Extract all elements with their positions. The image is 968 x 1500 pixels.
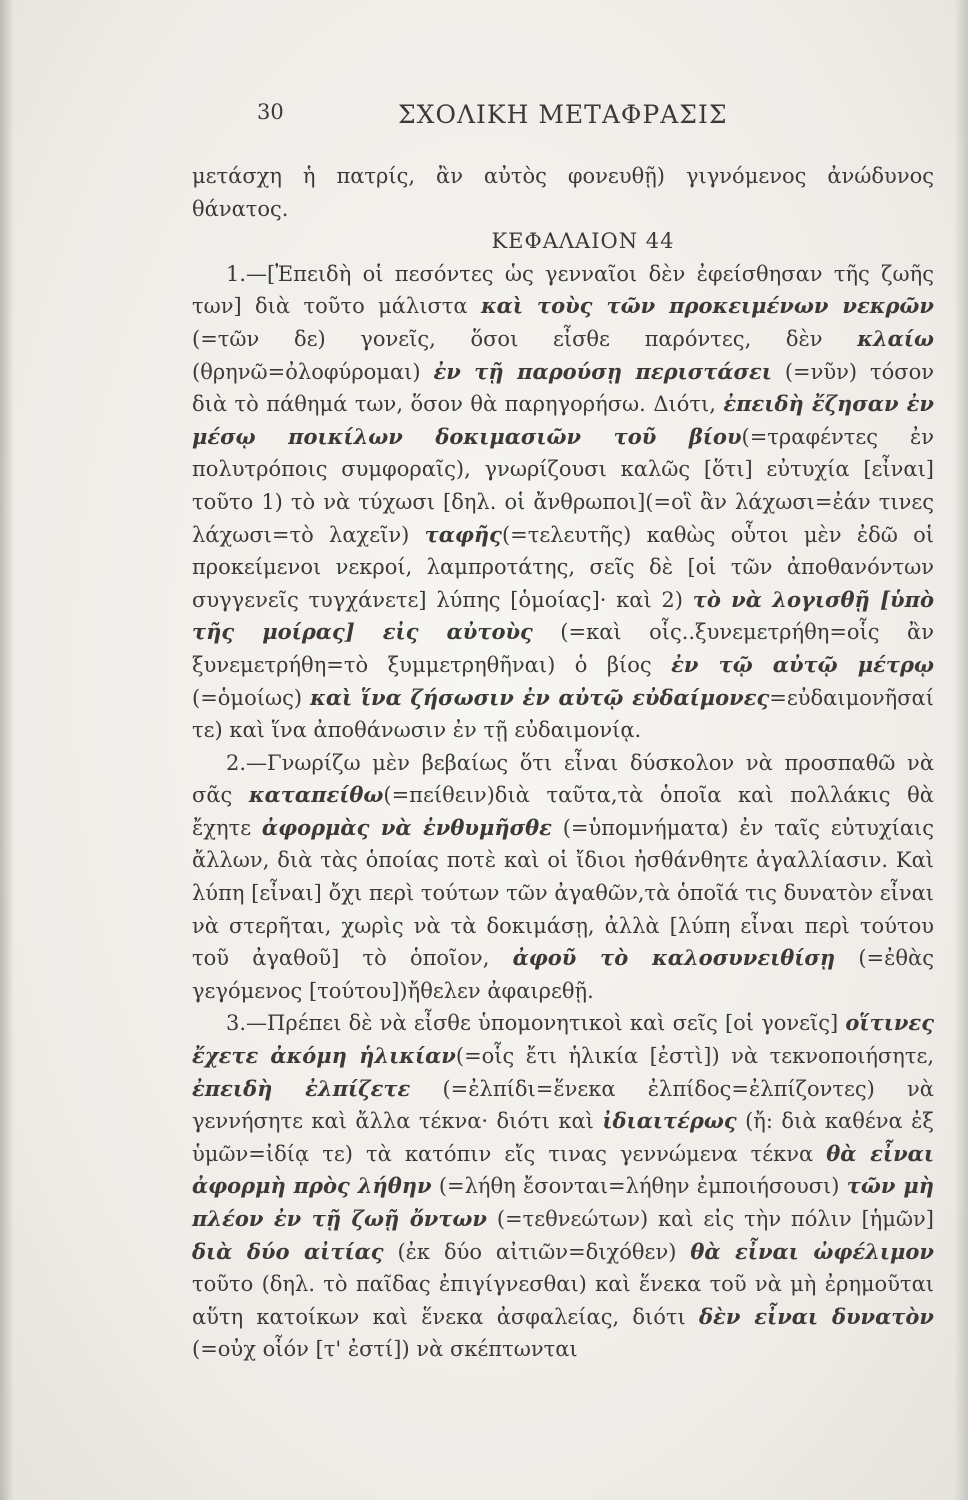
text-run: (=ὑπομνήματα) ἐν ταῖς εὐτυχίαις ἄλλων, διὰ τὰς ὁποίας ποτὲ καὶ οἱ ἴδιοι ἠσθάνθητε ἀγαλλίασιν. Καὶ λύπη [εἶναι] ὄχι περὶ τούτων τῶν ἀγαθῶν,τὰ ὁποῖά τις δυνατὸν εἶναι νὰ στερῆται, χωρὶς νὰ τὰ δοκιμάσῃ, ἀλλὰ [λύπη εἶναι περὶ τούτου τοῦ ἀγαθοῦ] τὸ ὁποῖον, xyxy=(192,815,935,971)
emphasized-phrase: ἀφοῦ τὸ καλοσυνειθίσῃ xyxy=(512,945,836,971)
paragraph-2 xyxy=(192,747,934,1008)
text-run: (=οἷς ἔτι ἡλικία [ἐστὶ]) νὰ τεκνοποιήσητε, xyxy=(455,1044,934,1069)
emphasized-phrase: καὶ ἵνα ζήσωσιν ἐν αὐτῷ εὐδαίμονες xyxy=(310,684,770,710)
left-page-edge-shadow xyxy=(0,0,14,1500)
emphasized-phrase: κλαίω xyxy=(857,325,934,351)
text-run: (=καὶ οἷς..ξυνεμετρήθη=οἷς ἂν ξυνεμετρήθη=τὸ ξυμμετρηθῆναι) ὁ βίος xyxy=(192,620,934,677)
emphasized-phrase: ἐπειδὴ ἔζησαν ἐν μέσῳ ποικίλων δοκιμασιῶν τοῦ βίου xyxy=(192,391,934,449)
text-run: (θρηνῶ=ὀλοφύρομαι) xyxy=(192,359,434,384)
emphasized-phrase: διὰ δύο αἰτίας xyxy=(192,1238,384,1264)
emphasized-phrase: ἰδιαιτέρως xyxy=(602,1108,737,1134)
continuation-paragraph: μετάσχη ἡ πατρίς, ἂν αὐτὸς φονευθῇ) γιγνόμενος ἀνώδυνος θάνατος. xyxy=(192,164,934,221)
emphasized-phrase: ταφῆς xyxy=(424,521,502,547)
text-run: (ἐκ δύο αἰτιῶν=διχόθεν) xyxy=(383,1239,691,1264)
emphasized-phrase: καὶ τοὺς τῶν προκειμένων νεκρῶν xyxy=(480,293,934,319)
text-run: (=τελευτῆς) καθὼς οὗτοι μὲν ἐδῶ οἱ προκείμενοι νεκροί, λαμπροτάτης, σεῖς δὲ [οἱ τῶν ἀποθανόντων συγγενεῖς τυγχάνετε] λύπης [ὁμοίας]· καὶ 2) xyxy=(192,522,935,612)
text-run: (ἤ: διὰ καθένα ἐξ ὑμῶν=ἰδίᾳ τε) τὰ κατόπιν εἴς τινας γεννώμενα τέκνα xyxy=(192,1109,934,1166)
body-text xyxy=(192,160,934,1366)
text-run: (=τεθνεώτων) καὶ εἰς τὴν πόλιν [ἡμῶν] xyxy=(487,1207,934,1231)
emphasized-phrase: θὰ εἶναι ὠφέλιμον xyxy=(690,1238,934,1264)
text-run: =εὐδαιμονῆσαί τε) καὶ ἵνα ἀποθάνωσιν ἐν τῇ εὐδαιμονίᾳ. xyxy=(192,685,934,743)
right-page-edge-shadow xyxy=(954,0,968,1500)
emphasized-phrase: οἵτινες ἔχετε ἀκόμη ἡλικίαν xyxy=(192,1010,934,1069)
emphasized-phrase: ἐπειδὴ ἐλπίζετε xyxy=(192,1075,411,1101)
text-run: (=τῶν δε) γονεῖς, ὅσοι εἶσθε παρόντες, δὲν xyxy=(192,326,858,351)
emphasized-phrase: δὲν εἶναι δυνατὸν xyxy=(699,1303,934,1329)
page-header xyxy=(0,100,968,140)
emphasized-phrase: τῶν μὴ πλέον ἐν τῇ ζωῇ ὄντων xyxy=(192,1173,934,1231)
paragraph-list xyxy=(192,258,934,1366)
paragraph-3 xyxy=(192,1007,934,1366)
text-run: τοῦτο (δηλ. τὸ παῖδας ἐπιγίγνεσθαι) καὶ ἕνεκα τοῦ νὰ μὴ ἐρημοῦται αὕτη κατοίκων καὶ ἕνεκα ἀσφαλείας, διότι xyxy=(192,1272,934,1329)
paragraph-1 xyxy=(192,258,934,747)
chapter-heading: ΚΕΦΑΛΑΙΟΝ 44 xyxy=(491,229,675,254)
text-run: (=τραφέντες ἐν πολυτρόποις συμφοραῖς), γνωρίζουσι καλῶς [ὅτι] εὐτυχία [εἶναι] τοῦτο 1) τὸ νὰ τύχωσι [δηλ. οἱ ἄνθρωποι](=οἳ ἂν λάχωσι=ἐάν τινες λάχωσι=τὸ λαχεῖν) xyxy=(192,424,934,547)
emphasized-phrase: ἐν τῇ παρούσῃ περιστάσει xyxy=(433,358,772,384)
text-run: (=πείθειν)διὰ ταῦτα,τὰ ὁποῖα καὶ πολλάκις θὰ ἔχητε xyxy=(192,783,934,840)
emphasized-phrase: ἐν τῷ αὐτῷ μέτρῳ xyxy=(671,651,935,677)
emphasized-phrase: θὰ εἶναι ἀφορμὴ πρὸς λήθην xyxy=(192,1140,934,1199)
emphasized-phrase: ἀφορμὰς νὰ ἐνθυμῆσθε xyxy=(261,814,552,840)
emphasized-phrase: τὸ νὰ λογισθῇ [ὑπὸ τῆς μοίρας] εἰς αὐτοὺς xyxy=(192,586,935,645)
text-run: (=ὁμοίως) xyxy=(192,685,311,710)
text-run: 1.—[Ἐπειδὴ οἱ πεσόντες ὡς γενναῖοι δὲν ἐφείσθησαν τῆς ζωῆς των] διὰ τοῦτο μάλιστα xyxy=(192,261,934,319)
text-run: (=οὐχ οἷόν [τ' ἐστί]) νὰ σκέπτωνται xyxy=(192,1337,578,1362)
emphasized-phrase: καταπείθω xyxy=(248,782,384,808)
text-run: (=νῦν) τόσον διὰ τὸ πάθημά των, ὅσον θὰ παρηγορήσω. Διότι, xyxy=(192,359,934,417)
text-run: 2.—Γνωρίζω μὲν βεβαίως ὅτι εἶναι δύσκολον νὰ προσπαθῶ νὰ σᾶς xyxy=(192,750,934,808)
running-title: ΣΧΟΛΙΚΗ ΜΕΤΑΦΡΑΣΙΣ xyxy=(398,100,728,129)
text-run: (=ἐθὰς γεγόμενος [τούτου])ἤθελεν ἀφαιρεθῇ. xyxy=(192,946,934,1003)
page-number: 30 xyxy=(257,100,284,124)
text-run: 3.—Πρέπει δὲ νὰ εἶσθε ὑπομονητικοὶ καὶ σεῖς [οἱ γονεῖς] xyxy=(226,1011,846,1036)
text-run: (=ἐλπίδι=ἕνεκα ἐλπίδος=ἐλπίζοντες) νὰ γεννήσητε καὶ ἄλλα τέκνα· διότι καὶ xyxy=(192,1076,934,1134)
text-run: (=λήθη ἔσονται=λήθην ἐμποιήσουσι) xyxy=(431,1174,847,1199)
